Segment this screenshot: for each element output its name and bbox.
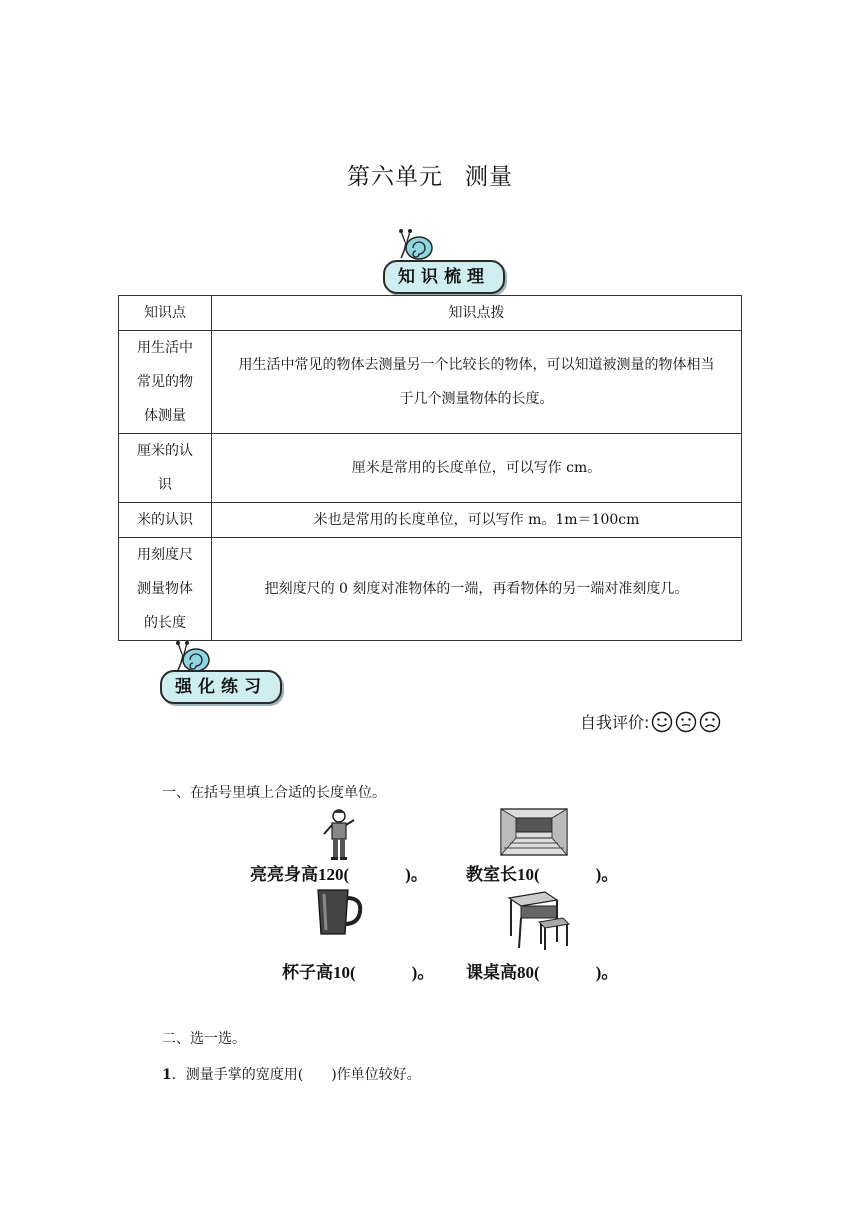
- practice-section-badge: [160, 640, 284, 704]
- question-number: 1: [162, 1067, 172, 1083]
- row-tip: 米也是常用的长度单位，可以写作 m。1m＝100cm: [212, 503, 742, 538]
- fill-item-height: 亮亮身高120( )。: [250, 865, 428, 884]
- table-header-row: [119, 296, 742, 331]
- row-tip: 用生活中常见的物体去测量另一个比较长的物体，可以知道被测量的物体相当 于几个测量物体的长度。: [212, 331, 742, 434]
- neutral-face-icon[interactable]: [675, 711, 697, 733]
- knowledge-section-badge: [383, 228, 507, 294]
- knowledge-table: [118, 295, 742, 641]
- fill-item-classroom: 教室长10( )。: [466, 865, 619, 884]
- table-row: [119, 331, 742, 434]
- classroom-picture: [500, 808, 568, 856]
- question-2-item-1: [162, 1064, 421, 1084]
- self-eval-label: 自我评价:: [580, 713, 650, 732]
- table-row: [119, 503, 742, 538]
- row-tip: 把刻度尺的 0 刻度对准物体的一端，再看物体的另一端对准刻度几。: [212, 538, 742, 641]
- question-text: ．测量手掌的宽度用( )作单位较好。: [171, 1067, 421, 1083]
- sad-face-icon[interactable]: [699, 711, 721, 733]
- smile-face-icon[interactable]: [651, 711, 673, 733]
- question-1-heading: 一、在括号里填上合适的长度单位。: [162, 785, 386, 801]
- fill-item-cup: 杯子高10( )。: [282, 963, 435, 982]
- row-point: 用刻度尺 测量物体 的长度: [119, 538, 212, 641]
- cup-picture: [312, 886, 364, 938]
- header-point: 知识点: [119, 296, 212, 331]
- boy-picture: [318, 808, 360, 862]
- row-tip: 厘米是常用的长度单位，可以写作 cm。: [212, 434, 742, 503]
- snail-icon: [397, 228, 437, 262]
- unit-label: 第六单元: [347, 164, 443, 190]
- page-title: [0, 158, 860, 191]
- snail-icon: [174, 640, 214, 674]
- knowledge-section-label: 知识梳理: [383, 260, 505, 294]
- row-point: 米的认识: [119, 503, 212, 538]
- header-tip: 知识点拨: [212, 296, 742, 331]
- row-point: 用生活中 常见的物 体测量: [119, 331, 212, 434]
- practice-section-label: 强化练习: [160, 670, 282, 704]
- self-evaluation: [580, 710, 721, 733]
- table-row: [119, 434, 742, 503]
- unit-topic: 测量: [465, 164, 513, 190]
- fill-item-desk: 课桌高80( )。: [466, 963, 619, 982]
- row-point: 厘米的认 识: [119, 434, 212, 503]
- table-row: [119, 538, 742, 641]
- question-2-heading: 二、选一选。: [162, 1031, 246, 1047]
- desk-picture: [505, 888, 571, 954]
